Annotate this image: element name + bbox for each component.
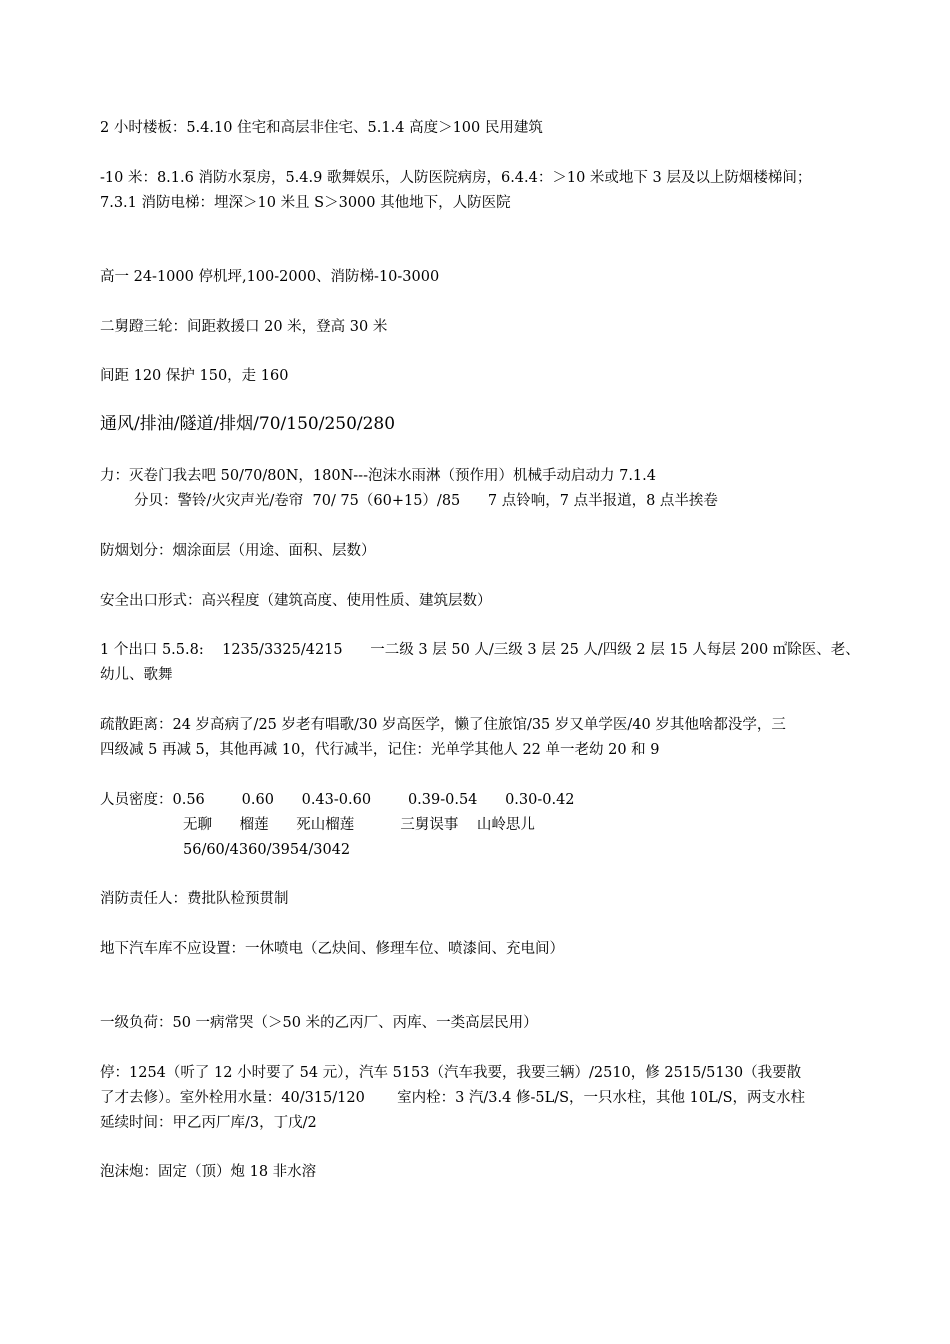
text-line: 停：1254（听了 12 小时要了 54 元），汽车 5153（汽车我要，我要三辆）/2510，修 2515/5130（我要散 [100,1065,802,1081]
text-line: 泡沫炮：固定（顶）炮 18 非水溶 [100,1164,317,1180]
text-line: 地下汽车库不应设置：一休喷电（乙炔间、修理车位、喷漆间、充电间） [100,941,564,957]
text-line: 二舅蹬三轮：间距救援口 20 米，登高 30 米 [100,319,388,335]
text-line: 人员密度：0.56 0.60 0.43-0.60 0.39-0.54 0.30-0.42 [100,792,575,808]
text-line: 2 小时楼板：5.4.10 住宅和高层非住宅、5.1.4 高度＞100 民用建筑 [100,120,543,136]
text-line: 力：灭卷门我去吧 50/70/80N，180N---泡沫水雨淋（预作用）机械手动启动力 7.1.4 [100,468,656,484]
text-line: 幼儿、歌舞 [100,667,173,683]
text-line: 了才去修）。室外栓用水量：40/315/120 室内栓：3 汽/3.4 修-5L/S，一只水柱，其他 10L/S，两支水柱 [100,1090,806,1106]
text-line: 分贝：警铃/火灾声光/卷帘 70/ 75（60+15）/85 7 点铃响，7 点半报道，8 点半挨卷 [134,493,718,509]
text-line: 无聊 榴莲 死山榴莲 三舅误事 山岭思儿 [183,817,535,833]
text-line: 通风/排油/隧道/排烟/70/150/250/280 [100,414,396,434]
text-line: 高一 24-1000 停机坪,100-2000、消防梯-10-3000 [100,269,440,285]
text-line: 一级负荷：50 一病常哭（＞50 米的乙丙厂、丙库、一类高层民用） [100,1015,538,1031]
text-line: 四级减 5 再减 5，其他再减 10，代行减半，记住：光单学其他人 22 单一老幼 20 和 9 [100,742,660,758]
text-line: 7.3.1 消防电梯：埋深＞10 米且 S＞3000 其他地下，人防医院 [100,195,511,211]
text-line: 1 个出口 5.5.8: 1235/3325/4215 一二级 3 层 50 人/三级 3 层 25 人/四级 2 层 15 人每层 200 ㎡除医、老、 [100,642,860,658]
text-line: 消防责任人：费批队检预贯制 [100,891,289,907]
text-line: 防烟划分：烟涂面层（用途、面积、层数） [100,543,376,559]
text-line: -10 米：8.1.6 消防水泵房，5.4.9 歌舞娱乐，人防医院病房，6.4.4：＞10 米或地下 3 层及以上防烟楼梯间； [100,170,812,186]
text-line: 间距 120 保护 150，走 160 [100,368,289,384]
text-line: 疏散距离：24 岁高病了/25 岁老有唱歌/30 岁高医学，懒了住旅馆/35 岁又单学医/40 岁其他啥都没学，三 [100,717,786,733]
text-line: 安全出口形式：高兴程度（建筑高度、使用性质、建筑层数） [100,593,492,609]
text-line: 56/60/4360/3954/3042 [183,842,351,858]
text-line: 延续时间：甲乙丙厂库/3，丁戊/2 [100,1115,317,1131]
